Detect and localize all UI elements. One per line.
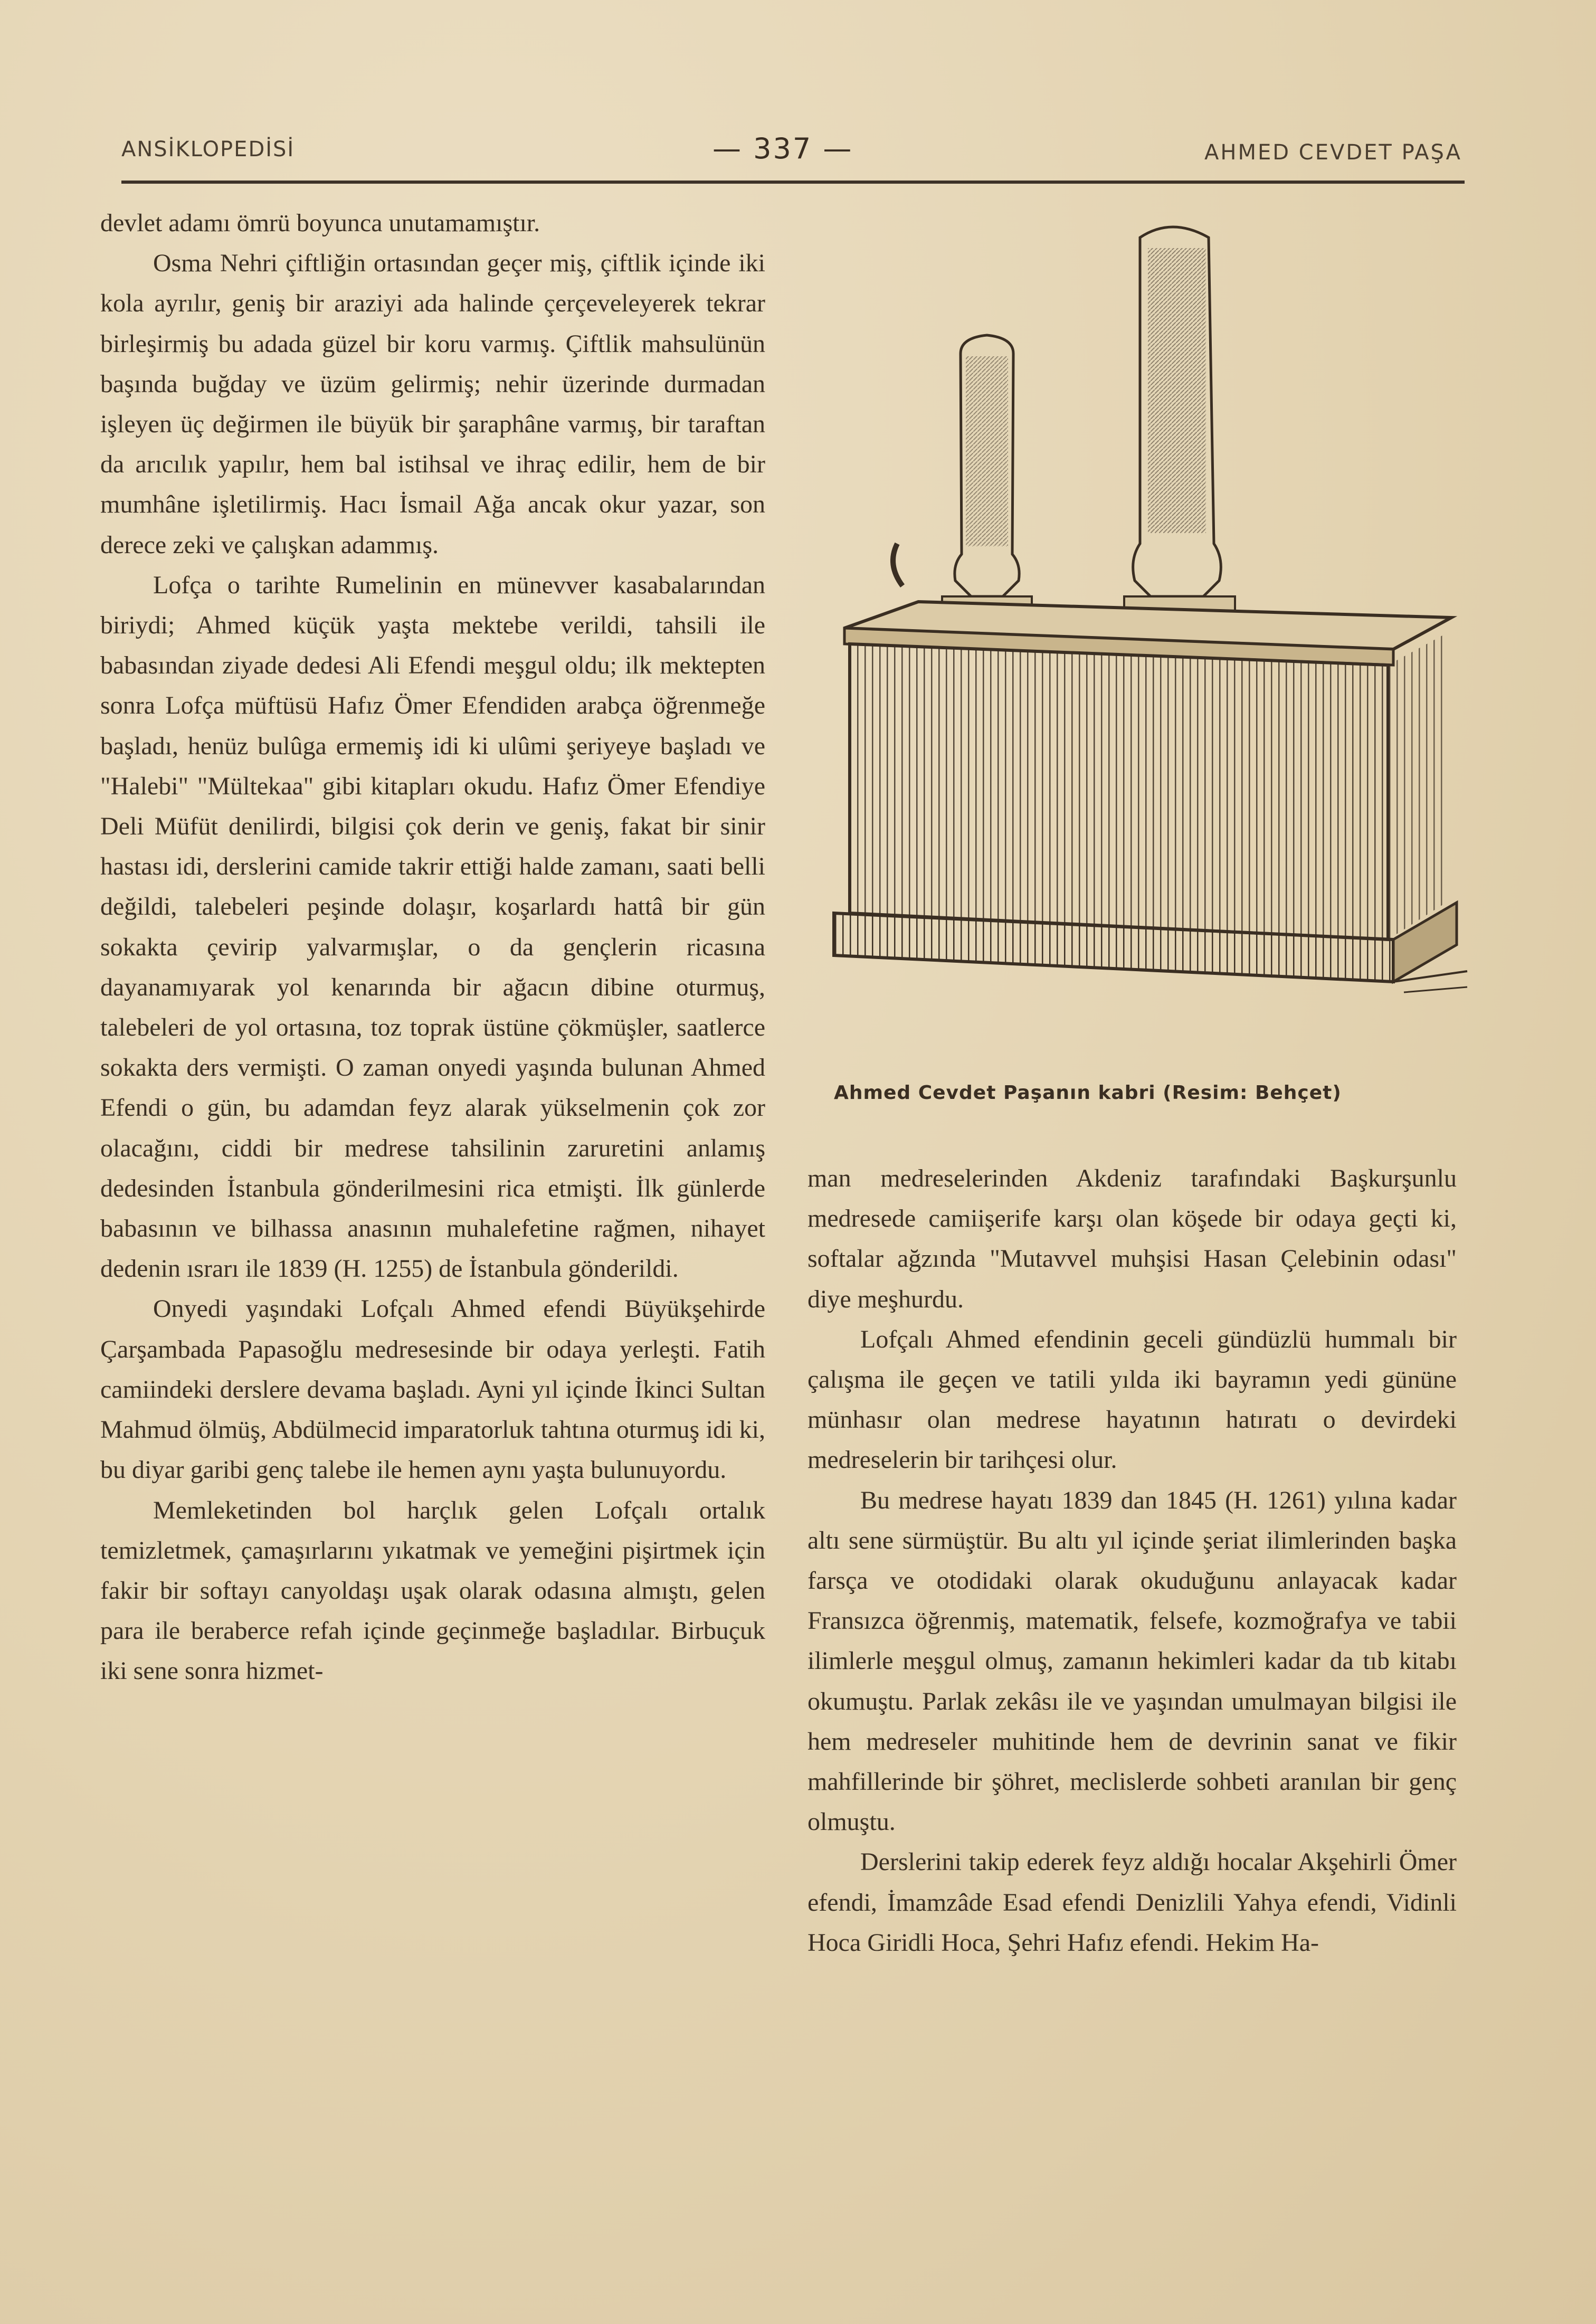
paragraph: Memleketinden bol harçlık gelen Lofçalı ortalık temizletmek, çamaşırlarını yıkatmak ve yemeğini pişirtmek için fakir bir softayı canyoldaşı uşak olarak odasına almıştı, gelen para ile beraberce refah içinde geçinmeğe başladılar. Birbuçuk iki sene sonra hizmet- (100, 1496, 765, 1685)
page-header (121, 127, 1462, 179)
page-number: — 337 — (712, 132, 853, 165)
paragraph: Lofça o tarihte Rumelinin en münevver kasabalarından biriydi; Ahmed küçük yaşta mektebe verildi, tahsili ile babasından ziyade dedesi Ali Efendi meşgul oldu; ilk mektepten sonra Lofça müftüsü Hafız Ömer Efendiden arabça öğrenmeğe başladı, henüz bulûga ermemiş idi ki ulûmi şeriyeye başladı ve "Halebi" "Mültekaa" gibi kitapları okudu. Hafız Ömer Efendiye Deli Müfüt denilirdi, bilgisi çok derin ve geniş, fakat bir sinir hastası idi, derslerini camide takrir ettiği halde zamanı, saati belli değildi, talebeleri peşinde dolaşır, koşarlardı hattâ bir gün sokakta çevirip yalvarmışlar, o da gençlerin ricasına dayanamıyarak yol kenarında bir ağacın dibine oturmuş, talebeleri de yol ortasına, toz toprak üstüne çökmüşler, saatlerce sokakta ders vermişti. O zaman onyedi yaşında bulunan Ahmed Efendi o gün, bu adamdan feyz alarak yükselmenin çok zor olacağını, ciddi bir medrese tahsilinin zaruretini anlamış dedesinden İstanbula gönderilmesini rica etmişti. İlk günlerde babasının ve bilhassa anasının muhalefetine rağmen, nihayet dedenin ısrarı ile 1839 (H. 1255) de İstanbula gönderildi. (100, 571, 765, 1283)
paragraph: man medreselerinden Akdeniz tarafındaki Başkurşunlu medresede camiişerife karşı olan köşede bir odaya geçti ki, softalar ağzında "Mutavvel muhşisi Hasan Çelebinin odası" diye meşhurdu. (808, 1164, 1457, 1313)
paragraph: Onyedi yaşındaki Lofçalı Ahmed efendi Büyükşehirde Çarşambada Papasoğlu medresesinde bir odaya yerleşti. Fatih camiindeki derslere devama başladı. Ayni yıl içinde İkinci Sultan Mahmud ölmüş, Abdülmecid imparatorluk tahtına oturmuş idi ki, bu diyar garibi genç talebe ile hemen aynı yaşta bulunuyordu. (100, 1295, 765, 1484)
right-column (808, 1159, 1457, 1963)
header-left-title: ANSİKLOPEDİSİ (121, 137, 295, 162)
figure-caption: Ahmed Cevdet Paşanın kabri (Resim: Behçet) (834, 1082, 1342, 1104)
paragraph: devlet adamı ömrü boyunca unutamamıştır. (100, 209, 540, 237)
paragraph: Bu medrese hayatı 1839 dan 1845 (H. 1261) yılına kadar altı sene sürmüştür. Bu altı yıl içinde şeriat ilimlerinden başka farsça ve otodidaki olarak okuduğunu anlayacak kadar Fransızca öğrenmiş, matematik, felsefe, kozmoğrafya ve tabii ilimlerle meşgul olmuş, zamanın hekimleri kadar da tıb kitabı okumuştu. Parlak zekâsı ile ve yaşından umulmayan bilgisi ile hem medreseler muhitinde hem de devrinin sanat ve fikir mahfillerinde bir şöhret, meclislerde sohbeti aranılan bir genç olmuştu. (808, 1486, 1457, 1836)
paragraph: Osma Nehri çiftliğin ortasından geçer miş, çiftlik içinde iki kola ayrılır, geniş bir araziyi ada halinde çerçeveleyerek tekrar birleşirmiş bu adada güzel bir koru varmış. Çiftlik mahsulünün başında buğday ve üzüm gelirmiş; nehir üzerinde durmadan işleyen üç değirmen ile büyük bir şaraphâne varmış, bir taraftan da arıcılık yapılır, hem bal istihsal ve ihraç edilir, hem de bir mumhâne işletilirmiş. Hacı İsmail Ağa ancak okur yazar, son derece zeki ve çalışkan adammış. (100, 249, 765, 559)
tomb-illustration (813, 216, 1472, 1103)
left-column (100, 203, 765, 1692)
header-right-title: AHMED CEVDET PAŞA (1204, 140, 1462, 165)
paragraph: Derslerini takip ederek feyz aldığı hocalar Akşehirli Ömer efendi, İmamzâde Esad efendi Denizlili Yahya efendi, Vidinli Hoca Giridli Hoca, Şehri Hafız efendi. Hekim Ha- (808, 1848, 1457, 1957)
header-rule (121, 181, 1465, 184)
paragraph: Lofçalı Ahmed efendinin geceli gündüzlü hummalı bir çalışma ile geçen ve tatili yılda iki bayramın yedi gününe münhasır olan medrese hayatının hatıratı o devirdeki medreselerin bir tarihçesi olur. (808, 1325, 1457, 1474)
